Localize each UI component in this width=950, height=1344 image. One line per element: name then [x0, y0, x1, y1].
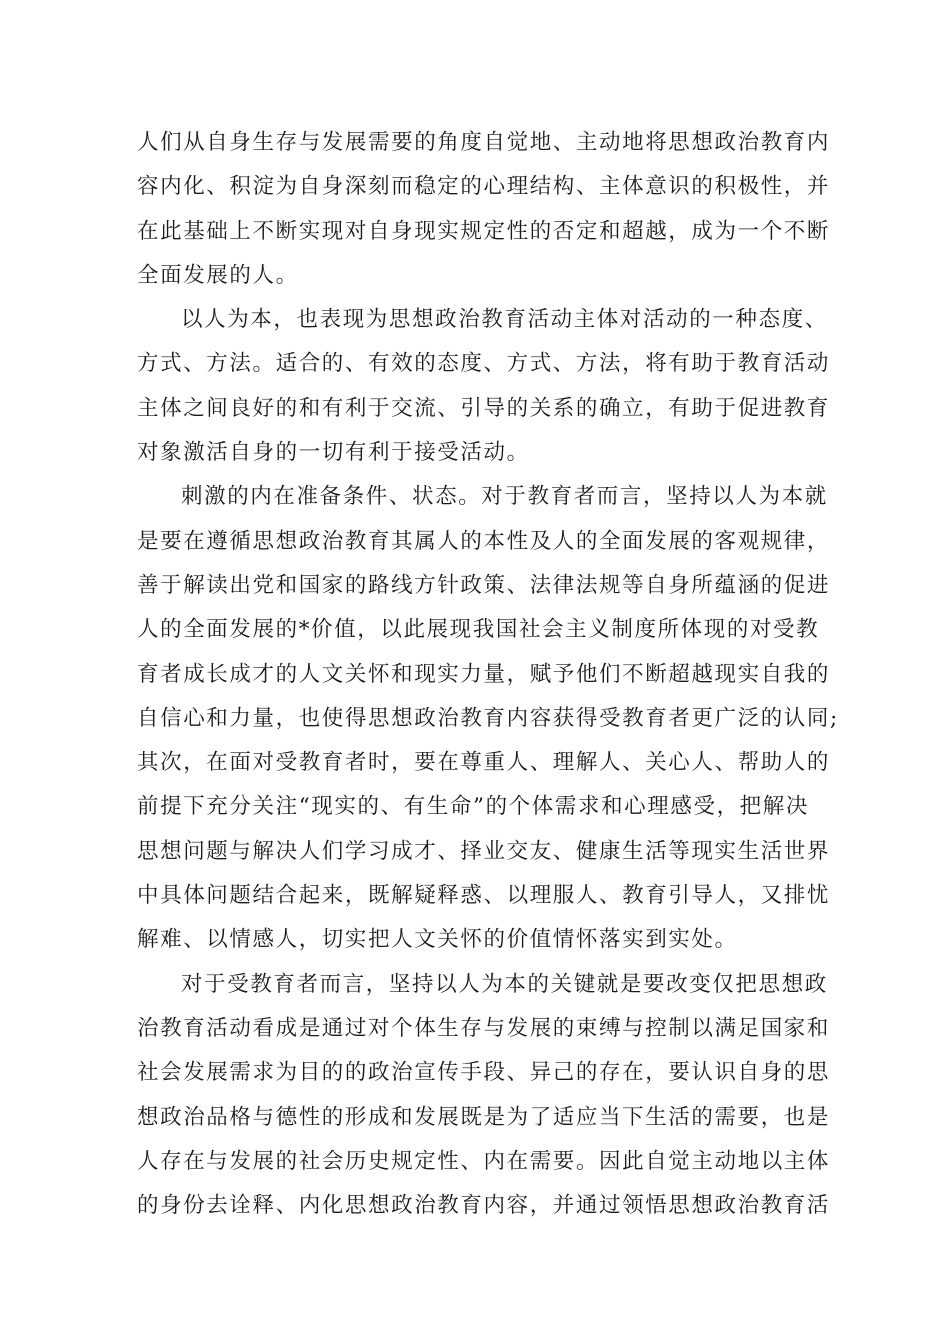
text-line: 的身份去诠释、内化思想政治教育内容，并通过领悟思想政治教育活 [137, 1193, 831, 1219]
text-line: 自信心和力量，也使得思想政治教育内容获得受教育者更广泛的认同; [137, 705, 839, 731]
paragraph-2 [137, 298, 831, 475]
text-line: 育者成长成才的人文关怀和现实力量，赋予他们不断超越现实自我的 [137, 661, 831, 687]
text-line: 思想问题与解决人们学习成才、择业交友、健康生活等现实生活世界 [137, 838, 831, 864]
text-line: 全面发展的人。 [137, 262, 299, 288]
text-line: 容内化、积淀为自身深刻而稳定的心理结构、主体意识的积极性，并 [137, 174, 831, 200]
text-line: 是要在遵循思想政治教育其属人的本性及人的全面发展的客观规律， [137, 528, 831, 554]
text-line: 其次，在面对受教育者时，要在尊重人、理解人、关心人、帮助人的 [137, 750, 831, 776]
text-line: 人们从自身生存与发展需要的角度自觉地、主动地将思想政治教育内 [137, 130, 831, 155]
text-line: 善于解读出党和国家的路线方针政策、法律法规等自身所蕴涵的促进 [137, 572, 831, 598]
text-line: 解难、以情感人，切实把人文关怀的价值情怀落实到实处。 [137, 927, 738, 953]
text-line: 人存在与发展的社会历史规定性、内在需要。因此自觉主动地以主体 [137, 1148, 831, 1174]
text-line: 对于受教育者而言，坚持以人为本的关键就是要改变仅把思想政 [181, 971, 828, 997]
text-line: 方式、方法。适合的、有效的态度、方式、方法，将有助于教育活动 [137, 351, 831, 377]
text-line: 中具体问题结合起来，既解疑释惑、以理服人、教育引导人，又排忧 [137, 883, 831, 909]
text-line: 主体之间良好的和有利于交流、引导的关系的确立，有助于促进教育 [137, 395, 831, 421]
paragraph-3 [137, 475, 839, 962]
text-line: 在此基础上不断实现对自身现实规定性的否定和超越，成为一个不断 [137, 218, 831, 244]
text-line: 前提下充分关注“现实的、有生命”的个体需求和心理感受，把解决 [137, 794, 809, 820]
document-body [137, 121, 839, 1228]
text-line: 治教育活动看成是通过对个体生存与发展的束缚与控制以满足国家和 [137, 1015, 831, 1041]
text-line: 人的全面发展的*价值，以此展现我国社会主义制度所体现的对受教 [137, 617, 820, 643]
text-line: 社会发展需求为目的的政治宣传手段、异己的存在，要认识自身的思 [137, 1060, 831, 1086]
text-line: 想政治品格与德性的形成和发展既是为了适应当下生活的需要，也是 [137, 1104, 831, 1130]
text-line: 刺激的内在准备条件、状态。对于教育者而言，坚持以人为本就 [181, 484, 828, 510]
text-line: 对象激活自身的一切有利于接受活动。 [137, 440, 530, 466]
paragraph-1 [137, 121, 831, 298]
text-line: 以人为本，也表现为思想政治教育活动主体对活动的一种态度、 [181, 307, 828, 333]
paragraph-4 [137, 963, 831, 1229]
